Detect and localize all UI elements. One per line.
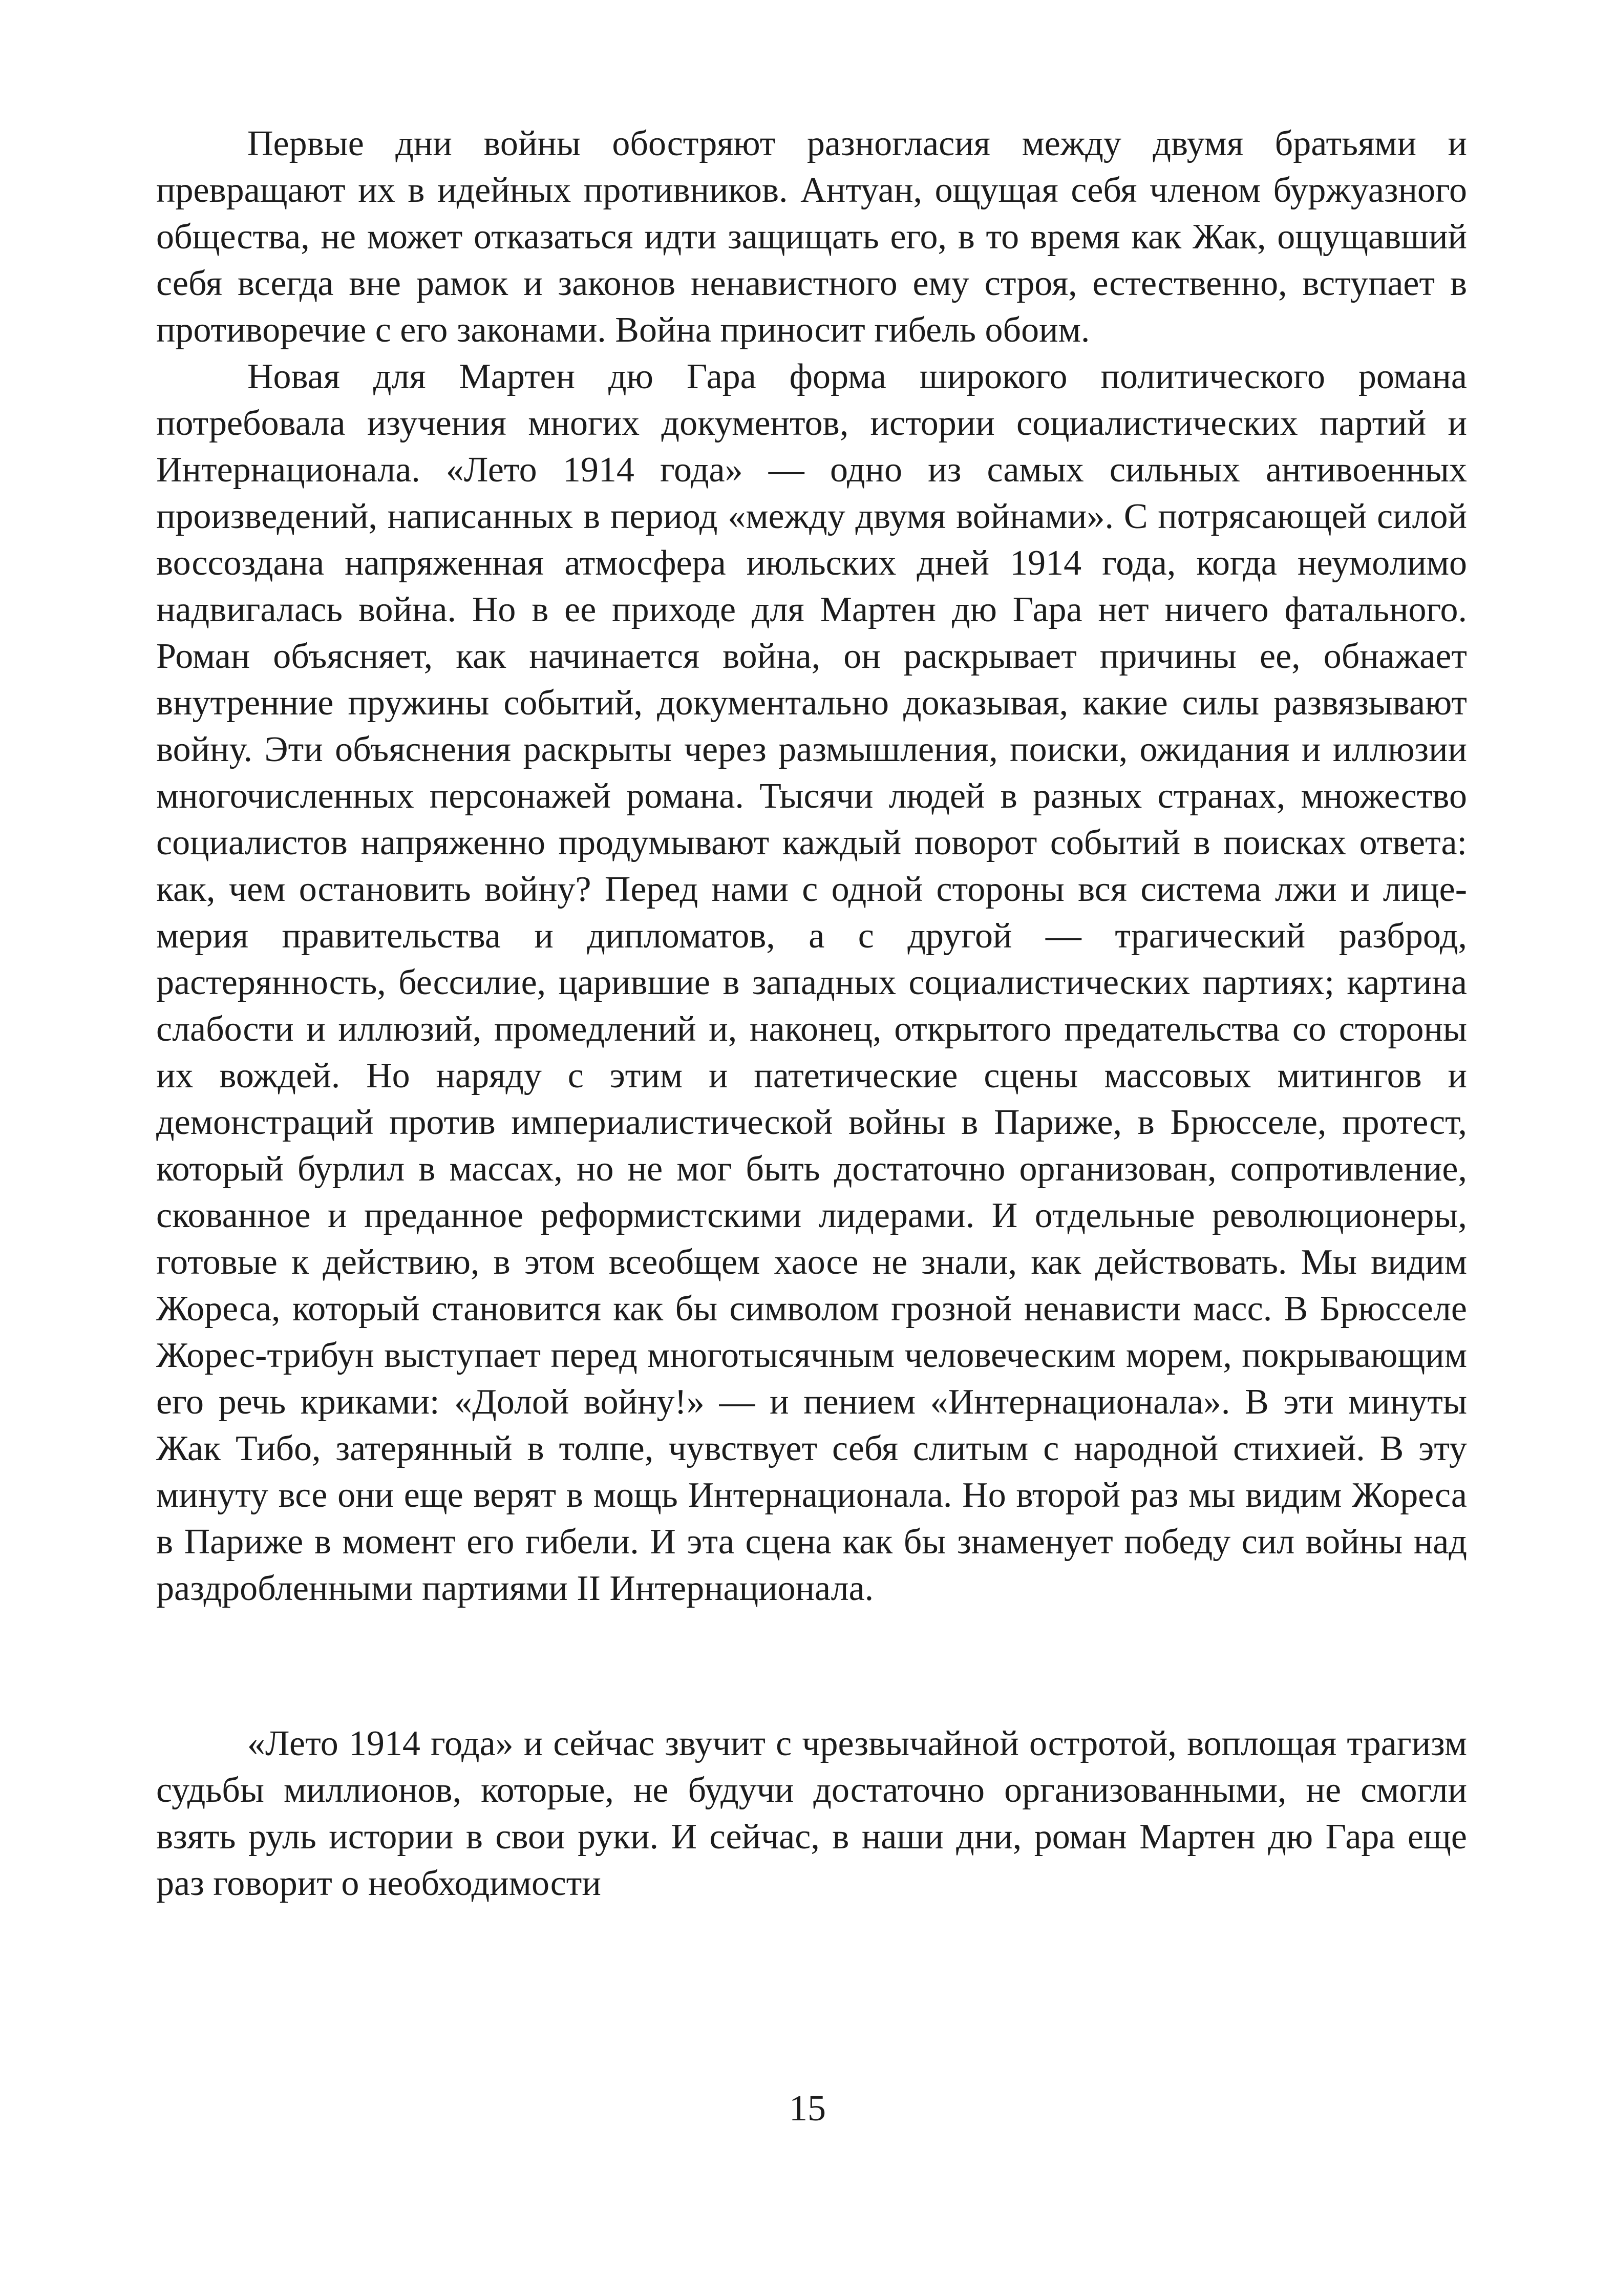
paragraph-summer-1914-today: «Лето 1914 года» и сейчас звучит с чрезвычайной остротой, воплощая трагизм судьбы миллионов, которые, не будучи достаточно организованными, не смогли взять руль истории в свои руки. И сейчас, в наши дни, роман Мартен дю Гара еще раз говорит о необходимости bbox=[156, 1724, 1467, 1903]
paragraph-brothers-conflict: Первые дни войны обостряют разногласия между двумя братьями и превращают их в идейных противников. Антуан, ощущая себя членом буржуазного общества, не может отказаться идти защищать его, в то время как Жак, ощущавший себя всегда вне рамок и законов ненавистного ему строя, естественно, вступает в противоречие с его законами. Война приносит гибель обоим. bbox=[156, 124, 1467, 350]
page-number: 15 bbox=[789, 2088, 826, 2129]
section-gap bbox=[156, 1612, 1467, 1720]
paragraph-political-novel: Новая для Мартен дю Гара форма широкого политического романа потребовала изучения многих документов, истории социалистических партий и Интернационала. «Лето 1914 года» — одно из самых сильных антивоенных произведений, написанных в период «между двумя войнами». С потрясающей силой воссоздана напряженная атмосфера июльских дней 1914 года, когда неумолимо надвигалась война. Но в ее приходе для Мартен дю Гара нет ничего фатального. Роман объясняет, как начинается война, он раскрывает причины ее, обнажает внутренние пружины событий, документально доказывая, какие силы развязывают войну. Эти объяснения раскрыты через размышления, поиски, ожидания и иллюзии многочисленных персонажей романа. Тысячи людей в разных странах, множество социалистов напряженно продумывают каждый поворот событий в поисках ответа: как, чем остановить войну? Перед нами с одной стороны вся система лжи и лицемерия правительства и дипломатов, а с другой — трагический разброд, растерянность, бессилие, царившие в западных социалистических партиях; картина слабости и иллюзий, промедлений и, наконец, открытого предательства со стороны их вождей. Но наряду с этим и патетические сцены массовых митингов и демонстраций против империалистической войны в Париже, в Брюсселе, протест, который бурлил в массах, но не мог быть достаточно организован, сопротивление, скованное и преданное реформистскими лидерами. И отдельные революционеры, готовые к действию, в этом всеобщем хаосе не знали, как действовать. Мы видим Жореса, который становится как бы символом грозной ненависти масс. В Брюсселе Жорес-трибун выступает перед многотысячным человеческим морем, покрывающим его речь криками: «Долой войну!» — и пением «Интернационала». В эти минуты Жак Тибо, затерянный в толпе, чувствует себя слитым с народной стихией. В эту минуту все они еще верят в мощь Интернационала. Но второй раз мы видим Жореса в Париже в момент его гибели. И эта сцена как бы знаменует победу сил войны над раздробленными партиями II Интернационала. bbox=[156, 357, 1467, 1608]
text-column bbox=[156, 120, 1467, 1907]
